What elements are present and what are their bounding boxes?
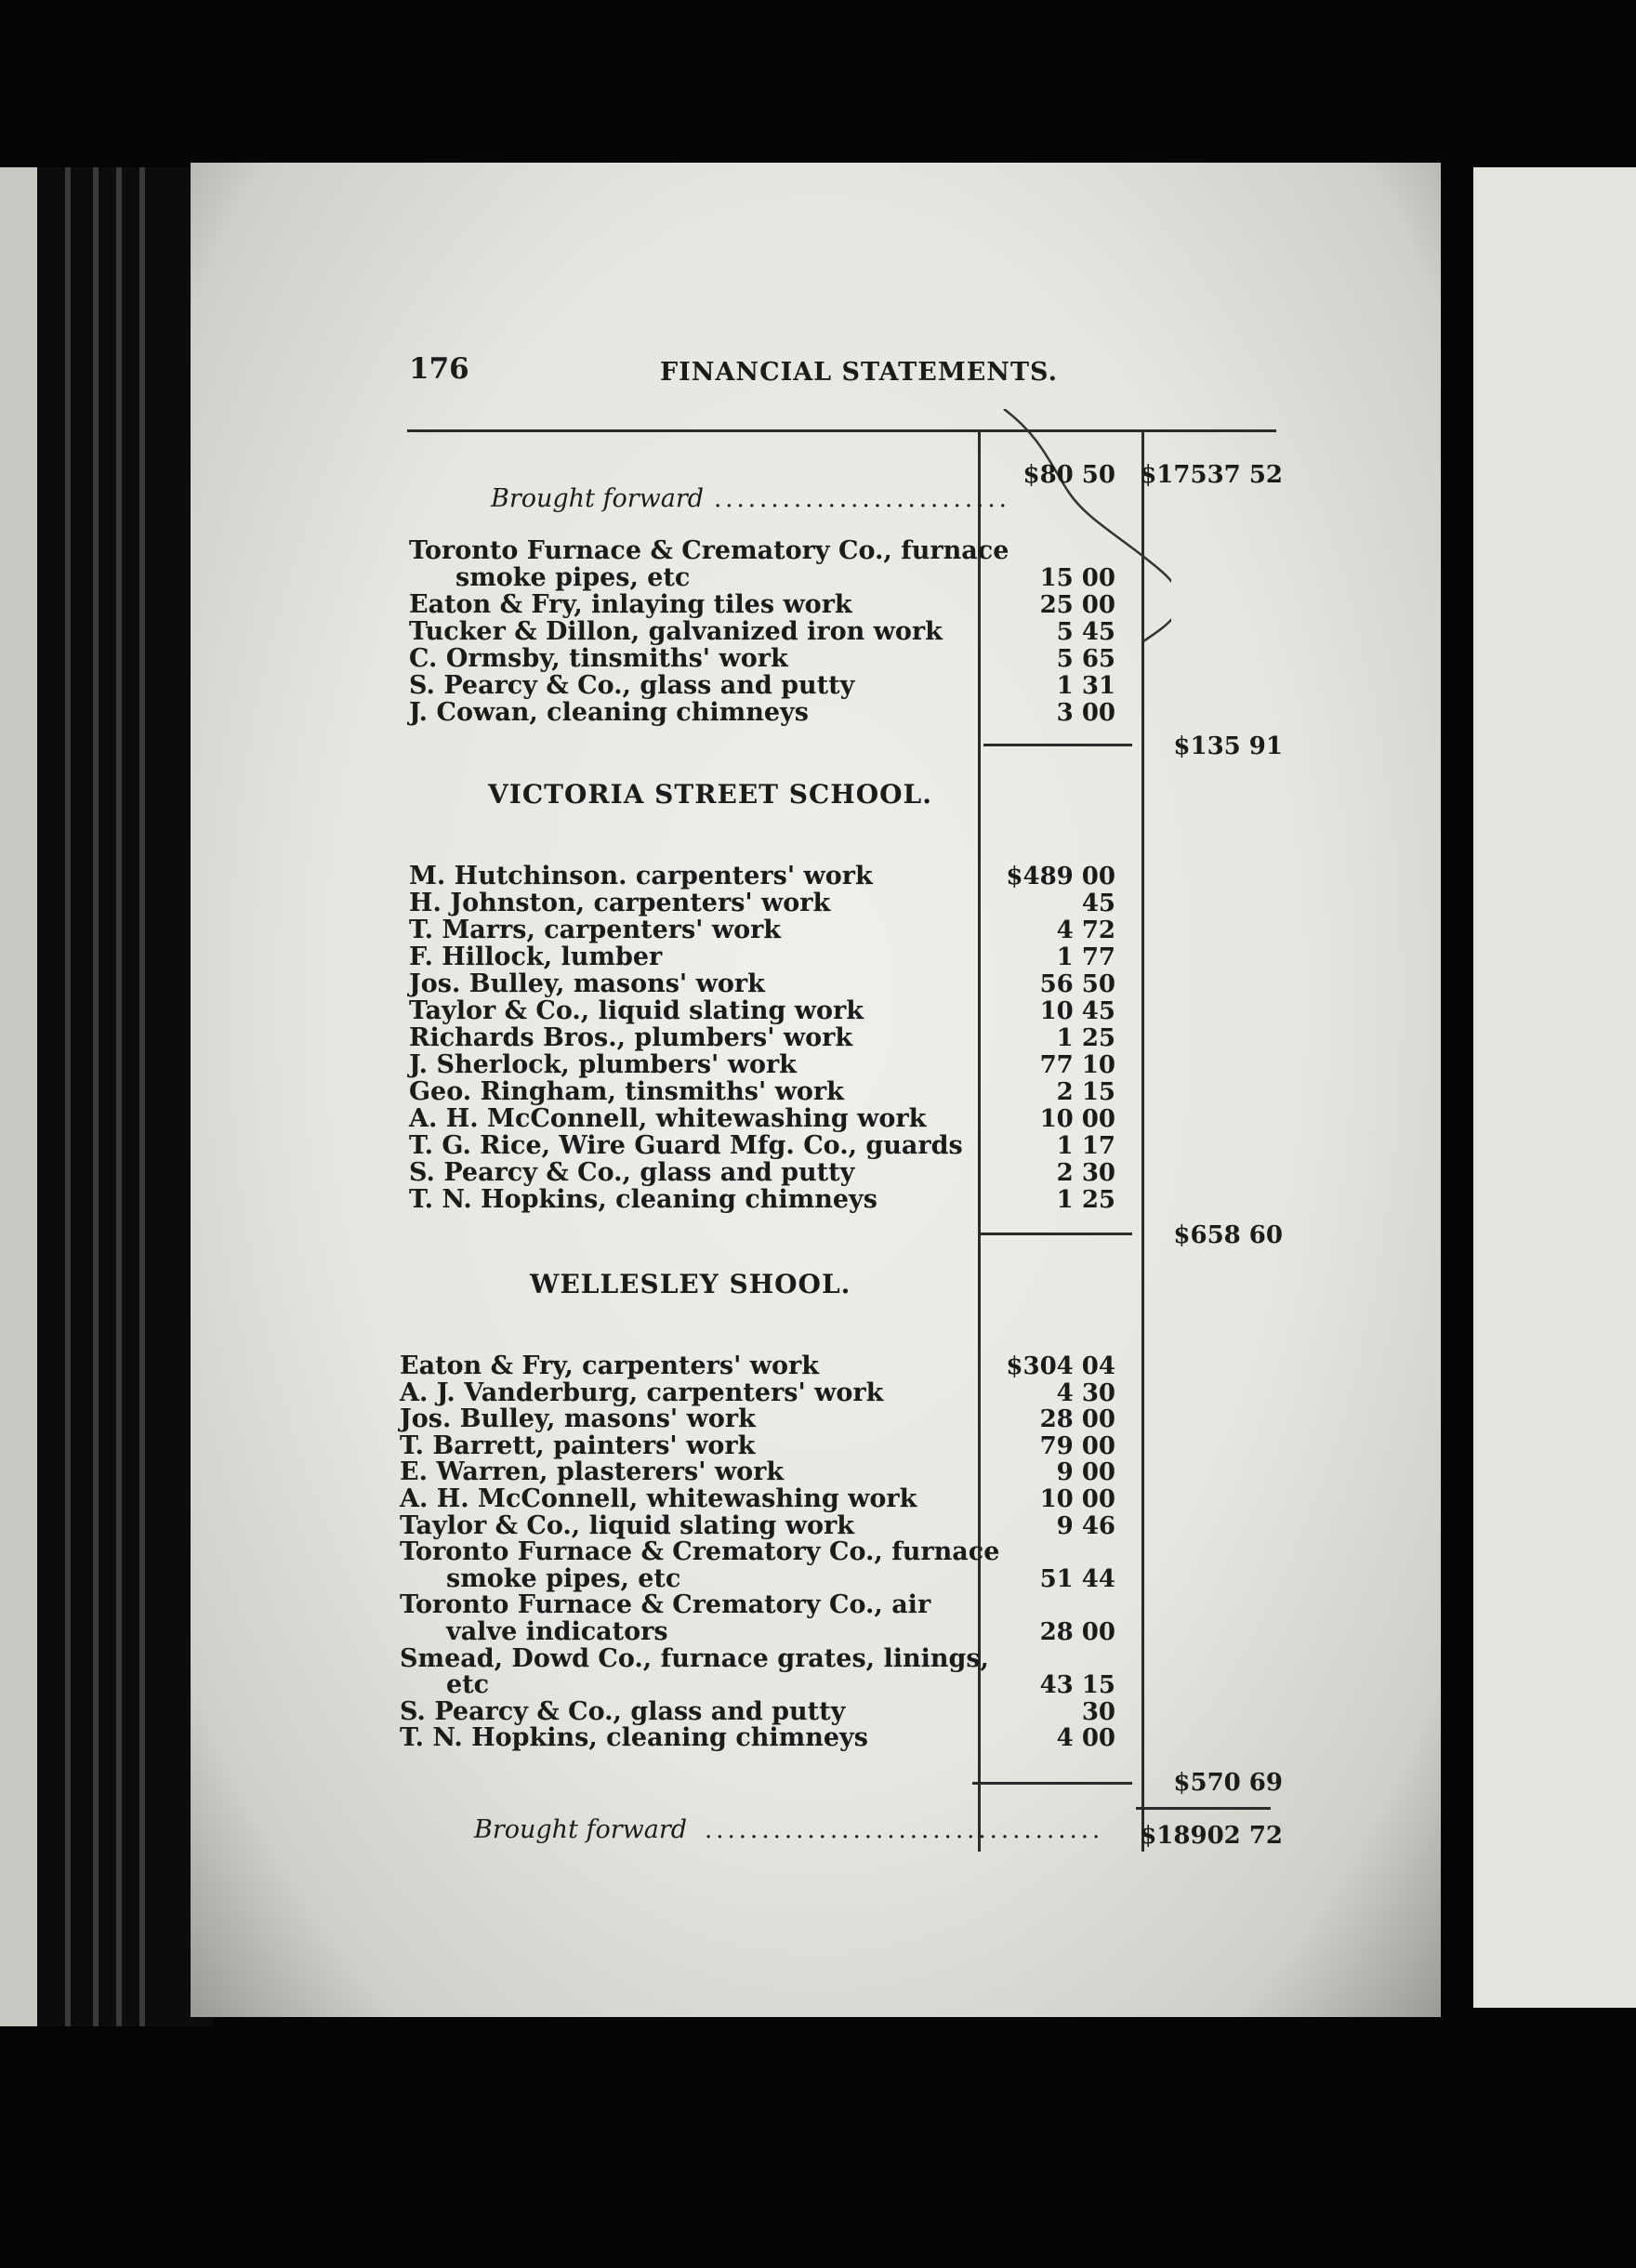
line-item-amount: 5 65 <box>1056 645 1115 673</box>
line-item-amount: 28 00 <box>1039 1405 1115 1434</box>
line-item-amount: 56 50 <box>1039 970 1115 998</box>
line-item-description: Eaton & Fry, carpenters' work <box>400 1352 819 1380</box>
line-item-amount: 1 17 <box>1056 1132 1115 1160</box>
line-item-amount: 9 00 <box>1056 1458 1115 1487</box>
line-item-description: A. J. Vanderburg, carpenters' work <box>400 1378 884 1407</box>
line-item-description: valve indicators <box>446 1617 668 1646</box>
line-item-description: smoke pipes, etc <box>455 563 691 592</box>
victoria-total: $658 60 <box>1173 1221 1283 1249</box>
book-binding <box>0 167 214 2026</box>
line-item-description: Toronto Furnace & Crematory Co., furnace <box>409 536 1009 565</box>
line-item-description: S. Pearcy & Co., glass and putty <box>409 1158 855 1187</box>
line-item-amount: 30 <box>1081 1697 1115 1726</box>
line-item-description: Smead, Dowd Co., furnace grates, linings, <box>400 1643 989 1673</box>
closing-brought-forward-label: Brought forward <box>474 1815 688 1844</box>
line-item-description: J. Cowan, cleaning chimneys <box>409 698 809 727</box>
page-edge <box>139 167 145 2026</box>
line-item-amount: $304 04 <box>1006 1352 1115 1380</box>
line-item-description: A. H. McConnell, whitewashing work <box>400 1484 917 1513</box>
line-item-amount: 77 10 <box>1039 1051 1115 1079</box>
line-item-description: F. Hillock, lumber <box>409 943 663 971</box>
brought-forward-total: $17537 52 <box>1140 461 1283 489</box>
wellesley-total: $570 69 <box>1173 1769 1283 1797</box>
line-item-description: J. Sherlock, plumbers' work <box>409 1050 797 1079</box>
line-item-description: E. Warren, plasterers' work <box>400 1457 785 1487</box>
page-edge <box>93 167 99 2026</box>
page-edge <box>116 167 122 2026</box>
page-number: 176 <box>409 352 469 386</box>
line-item-description: Toronto Furnace & Crematory Co., furnace <box>400 1537 1000 1567</box>
line-item-amount: 5 45 <box>1056 618 1115 646</box>
line-item-description: H. Johnston, carpenters' work <box>409 889 831 917</box>
line-item-amount: 4 00 <box>1056 1724 1115 1753</box>
line-item-description: smoke pipes, etc <box>446 1563 681 1593</box>
line-item-description: T. N. Hopkins, cleaning chimneys <box>409 1185 877 1214</box>
line-item-amount: 79 00 <box>1039 1431 1115 1460</box>
line-item-amount: 4 30 <box>1056 1378 1115 1407</box>
line-item-description: Tucker & Dillon, galvanized iron work <box>409 617 943 646</box>
page-title: FINANCIAL STATEMENTS. <box>660 358 1058 387</box>
line-item-description: S. Pearcy & Co., glass and putty <box>400 1696 846 1726</box>
line-item-description: Taylor & Co., liquid slating work <box>400 1510 854 1540</box>
line-item-description: M. Hutchinson. carpenters' work <box>409 862 873 890</box>
line-item-amount: 1 25 <box>1056 1024 1115 1052</box>
line-item-amount: 10 00 <box>1039 1485 1115 1513</box>
leader-dots: .......................... <box>714 485 1010 513</box>
adjacent-page <box>1473 167 1636 2008</box>
line-item-amount: 28 00 <box>1039 1618 1115 1646</box>
line-item-amount: 45 <box>1081 890 1115 917</box>
line-item-description: T. Barrett, painters' work <box>400 1431 756 1460</box>
line-item-description: etc <box>446 1670 490 1700</box>
line-item-description: S. Pearcy & Co., glass and putty <box>409 671 855 700</box>
line-item-amount: 25 00 <box>1039 591 1115 619</box>
line-item-amount: 51 44 <box>1039 1564 1115 1593</box>
line-item-description: C. Ormsby, tinsmiths' work <box>409 644 788 673</box>
line-item-description: T. G. Rice, Wire Guard Mfg. Co., guards <box>409 1131 963 1160</box>
line-item-amount: 1 77 <box>1056 943 1115 971</box>
group1-total: $135 91 <box>1173 732 1283 760</box>
line-item-description: Taylor & Co., liquid slating work <box>409 996 864 1025</box>
line-item-amount: 10 00 <box>1039 1105 1115 1133</box>
line-item-amount: 2 30 <box>1056 1159 1115 1187</box>
line-item-description: T. Marrs, carpenters' work <box>409 916 782 944</box>
line-item-amount: 15 00 <box>1039 564 1115 592</box>
line-item-amount: 3 00 <box>1056 699 1115 727</box>
line-item-description: T. N. Hopkins, cleaning chimneys <box>400 1723 868 1753</box>
page-edge <box>65 167 71 2026</box>
line-item-description: Jos. Bulley, masons' work <box>409 969 765 998</box>
line-item-amount: 43 15 <box>1039 1671 1115 1700</box>
line-item-amount: 9 46 <box>1056 1511 1115 1540</box>
line-item-amount: 1 25 <box>1056 1186 1115 1214</box>
closing-total: $18902 72 <box>1140 1822 1283 1850</box>
brought-forward-label: Brought forward <box>491 484 705 513</box>
line-item-description: Jos. Bulley, masons' work <box>400 1404 756 1434</box>
line-item-amount: 1 31 <box>1056 672 1115 700</box>
line-item-amount: 4 72 <box>1056 916 1115 944</box>
victoria-section-title: VICTORIA STREET SCHOOL. <box>488 779 932 810</box>
grand-total-rule <box>1136 1807 1271 1810</box>
page-stack <box>0 167 37 2026</box>
line-item-description: Eaton & Fry, inlaying tiles work <box>409 590 852 619</box>
line-item-description: Toronto Furnace & Crematory Co., air <box>400 1590 931 1620</box>
line-item-amount: 2 15 <box>1056 1078 1115 1106</box>
line-item-amount: $489 00 <box>1006 863 1115 890</box>
line-item-amount: 10 45 <box>1039 997 1115 1025</box>
line-item-description: A. H. McConnell, whitewashing work <box>409 1104 927 1133</box>
leader-dots: ................................... <box>705 1816 1104 1844</box>
wellesley-section-title: WELLESLEY SHOOL. <box>530 1269 851 1299</box>
brought-forward-amount: $80 50 <box>1022 461 1115 489</box>
line-item-description: Geo. Ringham, tinsmiths' work <box>409 1077 844 1106</box>
line-item-description: Richards Bros., plumbers' work <box>409 1023 853 1052</box>
